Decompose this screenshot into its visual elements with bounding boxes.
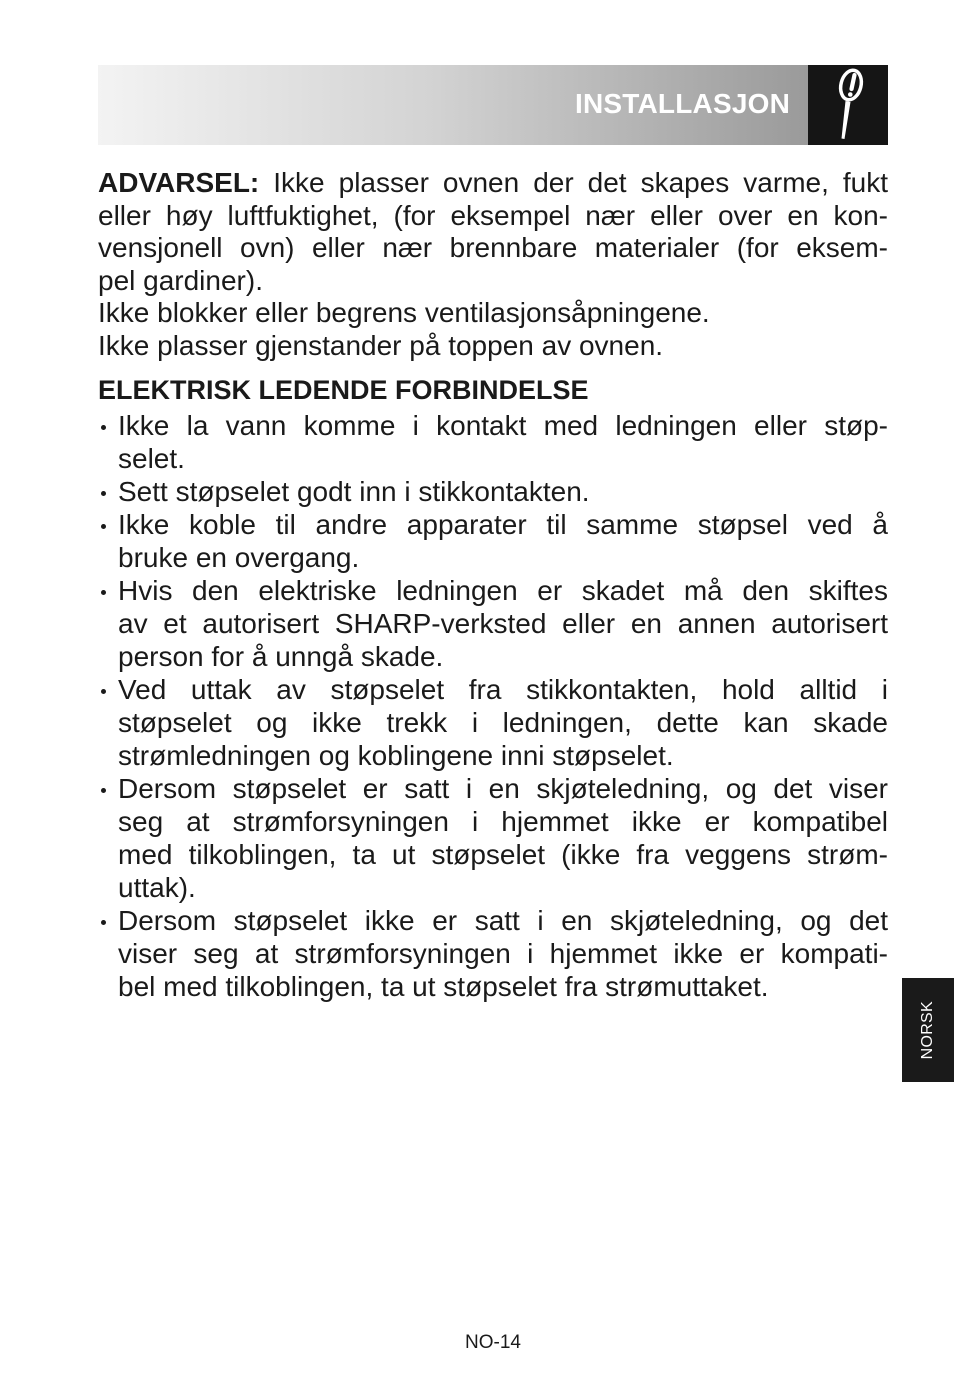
bullet-line: uttak). [118,871,196,903]
warning-line: vensjonell ovn) eller nær brennbare materialer (for eksem- [98,232,888,264]
bullet-line: bruke en overgang. [118,541,360,573]
bullet-item [98,409,888,475]
bullet-line: Hvis den elektriske ledningen er skadet må den skiftes [118,574,888,606]
section-header-bar [98,65,888,145]
bullet-line: person for å unngå skade. [118,640,444,672]
bullet-line: Dersom støpselet er satt i en skjøteledning, og det viser [118,772,888,804]
bullet-marker [101,491,106,496]
bullet-line: Sett støpselet godt inn i stikkontakten. [118,475,590,507]
bullet-item [98,508,888,574]
bullet-marker [101,689,106,694]
bullet-item [98,574,888,673]
bullet-marker [101,788,106,793]
warning-line: Ikke blokker eller begrens ventilasjonsåpningene. [98,297,710,329]
bullet-line: støpselet og ikke trekk i ledningen, dette kan skade [118,706,888,738]
language-tab [902,978,954,1082]
warning-icon [808,65,888,145]
bullet-marker [101,524,106,529]
bullet-line: bel med tilkoblingen, ta ut støpselet fra strømuttaket. [118,970,769,1002]
bullet-line: Ikke koble til andre apparater til samme støpsel ved å [118,508,888,540]
bullet-line: Ved uttak av støpselet fra stikkontakten, hold alltid i [118,673,888,705]
bullet-marker [101,425,106,430]
warning-label: ADVARSEL: [98,167,260,198]
bullet-line: strømledningen og koblingene inni støpselet. [118,739,674,771]
icon-box [808,65,888,145]
page-number: NO-14 [465,1332,521,1353]
warning-paragraph [98,167,888,363]
warning-line: eller høy luftfuktighet, (for eksempel nær eller over en kon- [98,199,888,231]
bullet-marker [101,920,106,925]
section-heading: ELEKTRISK LEDENDE FORBINDELSE [98,375,589,405]
bullet-line: viser seg at strømforsyningen i hjemmet ikke er kompati- [118,937,888,969]
bullet-item [98,673,888,772]
bullet-line: seg at strømforsyningen i hjemmet ikke er kompatibel [118,805,888,837]
bullet-line: med tilkoblingen, ta ut støpselet (ikke fra veggens strøm- [118,838,888,870]
bullet-item [98,904,888,1003]
bullet-line: selet. [118,442,185,474]
bullet-item [98,772,888,904]
bullet-marker [101,590,106,595]
language-tab-label: NORSK [919,1000,936,1060]
section-title: INSTALLASJON [575,88,790,119]
bullet-list [98,409,888,1003]
warning-line-text: Ikke plasser ovnen der det skapes varme, fukt [273,167,889,198]
bullet-line: av et autorisert SHARP-verksted eller en annen autorisert [118,607,888,639]
warning-line: Ikke plasser gjenstander på toppen av ovnen. [98,329,664,361]
bullet-line: Ikke la vann komme i kontakt med ledningen eller støp- [118,409,888,441]
bullet-item [98,475,888,508]
warning-line: pel gardiner). [98,264,263,296]
bullet-line: Dersom støpselet ikke er satt i en skjøteledning, og det [118,904,888,936]
warning-line [98,167,888,200]
